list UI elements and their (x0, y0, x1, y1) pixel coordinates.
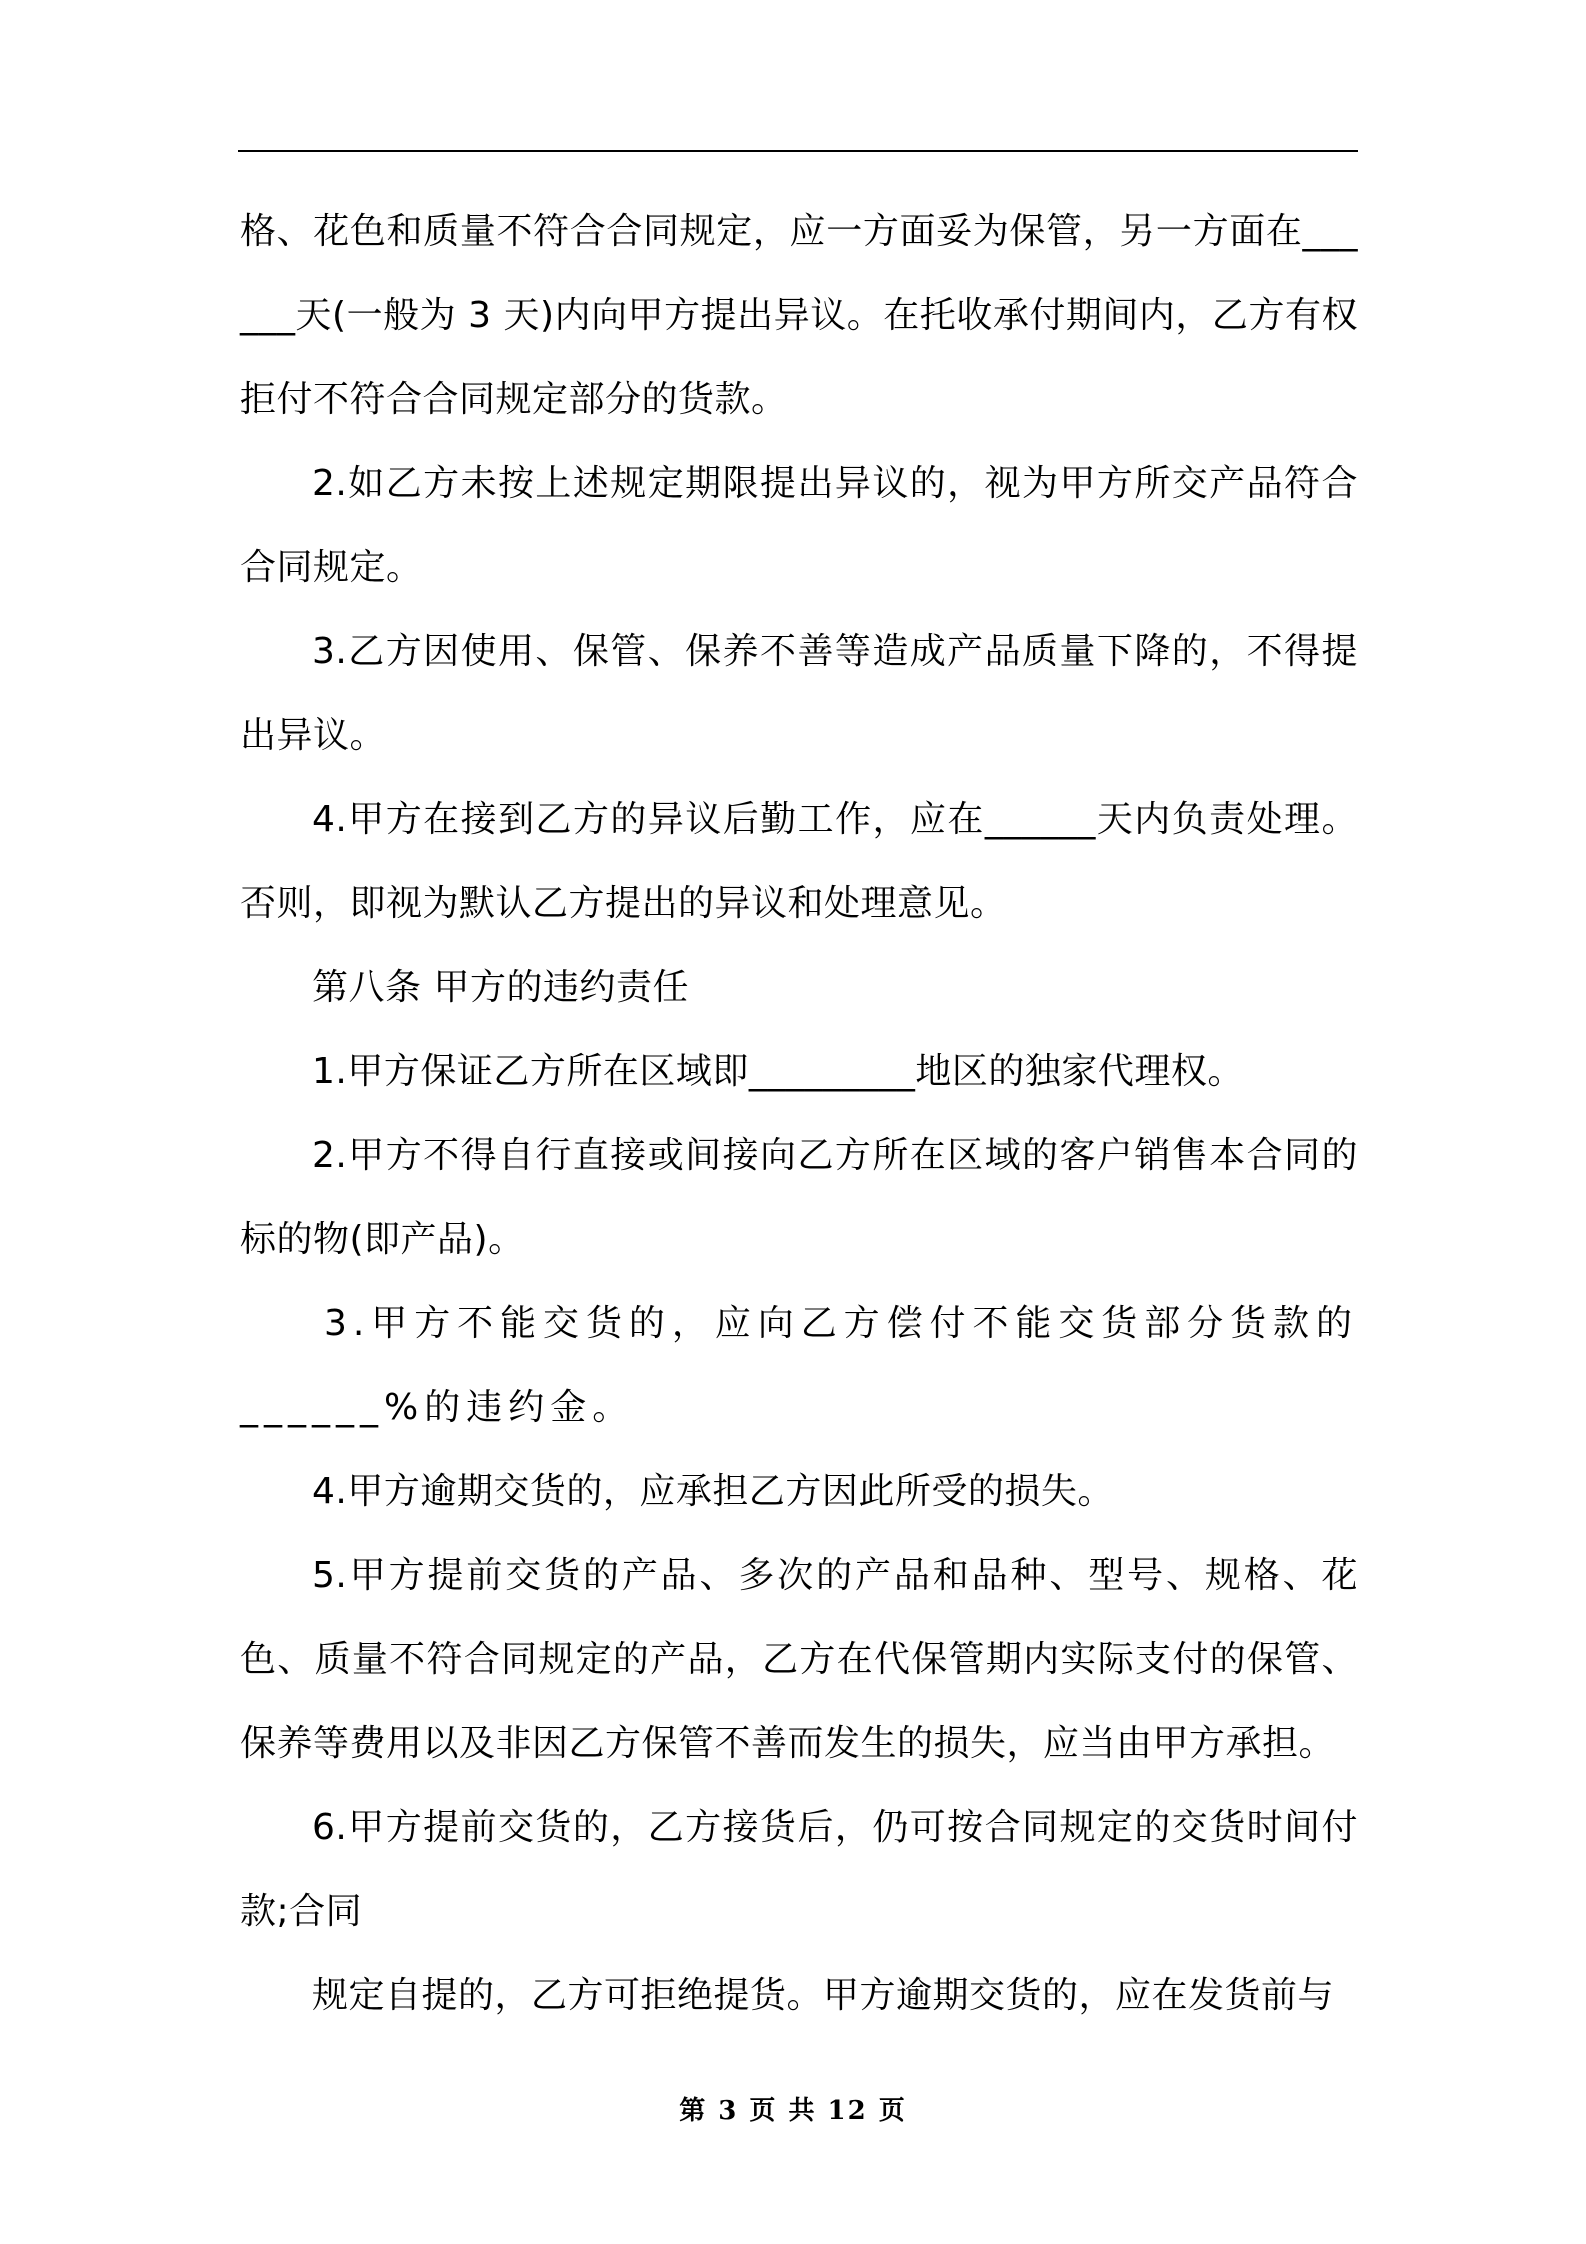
paragraph-10: 5.甲方提前交货的产品、多次的产品和品种、型号、规格、花色、质量不符合同规定的产品，乙方在代保管期内实际支付的保管、保养等费用以及非因乙方保管不善而发生的损失，应当由甲方承担。 (240, 1555, 1358, 1764)
header-rule (238, 150, 1358, 152)
paragraph-3: 3.乙方因使用、保管、保养不善等造成产品质量下降的，不得提出异议。 (240, 631, 1358, 756)
paragraph-6: 1.甲方保证乙方所在区域即_________地区的独家代理权。 (312, 1051, 1244, 1092)
document-body (240, 190, 1358, 2038)
paragraph-7: 2.甲方不得自行直接或间接向乙方所在区域的客户销售本合同的标的物(即产品)。 (240, 1135, 1358, 1260)
paragraph-9: 4.甲方逾期交货的，应承担乙方因此所受的损失。 (312, 1471, 1114, 1512)
paragraph-4: 4.甲方在接到乙方的异议后勤工作，应在______天内负责处理。否则，即视为默认乙方提出的异议和处理意见。 (240, 799, 1358, 924)
paragraph-2: 2.如乙方未按上述规定期限提出异议的，视为甲方所交产品符合合同规定。 (240, 463, 1358, 588)
paragraph-11: 6.甲方提前交货的，乙方接货后，仍可按合同规定的交货时间付款;合同 (240, 1807, 1358, 1932)
section-heading-article-8: 第八条 甲方的违约责任 (312, 967, 689, 1008)
paragraph-12: 规定自提的，乙方可拒绝提货。甲方逾期交货的，应在发货前与 (312, 1975, 1335, 2016)
paragraph-8: 3.甲方不能交货的，应向乙方偿付不能交货部分货款的______%的违约金。 (240, 1303, 1358, 1428)
page-number-footer: 第 3 页 共 12 页 (679, 2096, 907, 2126)
paragraph-1: 格、花色和质量不符合合同规定，应一方面妥为保管，另一方面在______天(一般为 3 天)内向甲方提出异议。在托收承付期间内，乙方有权拒付不符合合同规定部分的货款。 (240, 211, 1358, 420)
